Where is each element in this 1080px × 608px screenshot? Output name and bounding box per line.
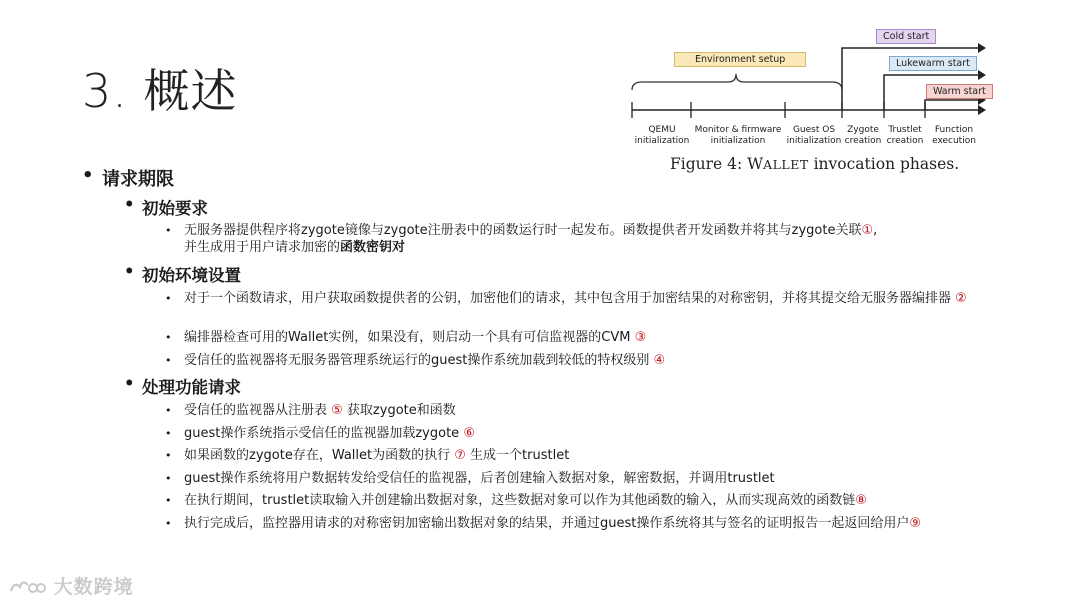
phase-trustlet: Trustlet creation <box>886 125 924 146</box>
bullet-icon: • <box>165 292 172 305</box>
list-item: • 编排器检查可用的Wallet实例，如果没有，则启动一个具有可信监视器的CVM ③ <box>165 330 647 345</box>
list-item: • 执行完成后，监控器用请求的对称密钥加密输出数据对象的结果，并通过guest操作系统将其与签名的证明报告一起返回给用户⑨ <box>165 516 922 531</box>
bullet-icon: • <box>124 195 135 214</box>
env-setup-brace <box>632 74 842 90</box>
warm-start-label: Warm start <box>926 84 993 99</box>
bullet-icon: • <box>165 224 172 237</box>
list-item: • 在执行期间，trustlet读取输入并创建输出数据对象，这些数据对象可以作为其他函数的输入，从而实现高效的函数链⑧ <box>165 493 867 508</box>
watermark: 大数跨境 <box>8 572 134 599</box>
bullet-icon: • <box>165 331 172 344</box>
invocation-phases-figure <box>628 28 988 178</box>
list-item: • 如果函数的zygote存在，Wallet为函数的执行 ⑦ 生成一个trustlet <box>165 448 570 463</box>
phase-guest-os: Guest OS initialization <box>786 125 842 146</box>
phase-qemu: QEMU initialization <box>634 125 690 146</box>
list-item: • guest操作系统将用户数据转发给受信任的监视器，后者创建输入数据对象，解密数据，并调用trustlet <box>165 471 775 486</box>
cold-start-label: Cold start <box>876 29 936 44</box>
list-item: • 无服务器提供程序将zygote镜像与zygote注册表中的函数运行时一起发布。函数提供者开发函数并将其与zygote关联①, 并生成用于用户请求加密的函数密钥对 <box>165 223 878 255</box>
lukewarm-start-label: Lukewarm start <box>889 56 977 71</box>
warm-start-arrow <box>925 100 978 110</box>
figure-caption: Figure 4: WALLET invocation phases. <box>670 155 960 173</box>
phase-zygote: Zygote creation <box>844 125 882 146</box>
list-item: • 受信任的监视器将无服务器管理系统运行的guest操作系统加载到较低的特权级别 ④ <box>165 353 666 368</box>
brand-logo-icon <box>8 577 46 599</box>
slide-title: 3. 概述 <box>82 64 238 118</box>
list-item: • guest操作系统指示受信任的监视器加载zygote ⑥ <box>165 426 475 441</box>
subsection-initial-environment-setup: • 初始环境设置 <box>124 262 241 285</box>
phase-monitor-firmware: Monitor & firmware initialization <box>694 125 782 146</box>
section-request-lifecycle: • 请求期限 <box>82 165 174 190</box>
bullet-icon: • <box>165 427 172 440</box>
env-setup-label: Environment setup <box>674 52 806 67</box>
bullet-icon: • <box>165 472 172 485</box>
bullet-icon: • <box>165 404 172 417</box>
bullet-icon: • <box>124 374 135 393</box>
subsection-process-function-request: • 处理功能请求 <box>124 374 241 397</box>
bullet-icon: • <box>165 354 172 367</box>
bullet-icon: • <box>165 494 172 507</box>
phase-function: Function execution <box>932 125 976 146</box>
bullet-icon: • <box>165 517 172 530</box>
list-item: • 受信任的监视器从注册表 ⑤ 获取zygote和函数 <box>165 403 456 418</box>
subsection-initial-requirements: • 初始要求 <box>124 195 208 218</box>
bullet-icon: • <box>82 165 94 186</box>
bullet-icon: • <box>124 262 135 281</box>
bullet-icon: • <box>165 449 172 462</box>
list-item: • 对于一个函数请求，用户获取函数提供者的公钥，加密他们的请求，其中包含用于加密结果的对称密钥，并将其提交给无服务器编排器 ② <box>165 291 967 306</box>
